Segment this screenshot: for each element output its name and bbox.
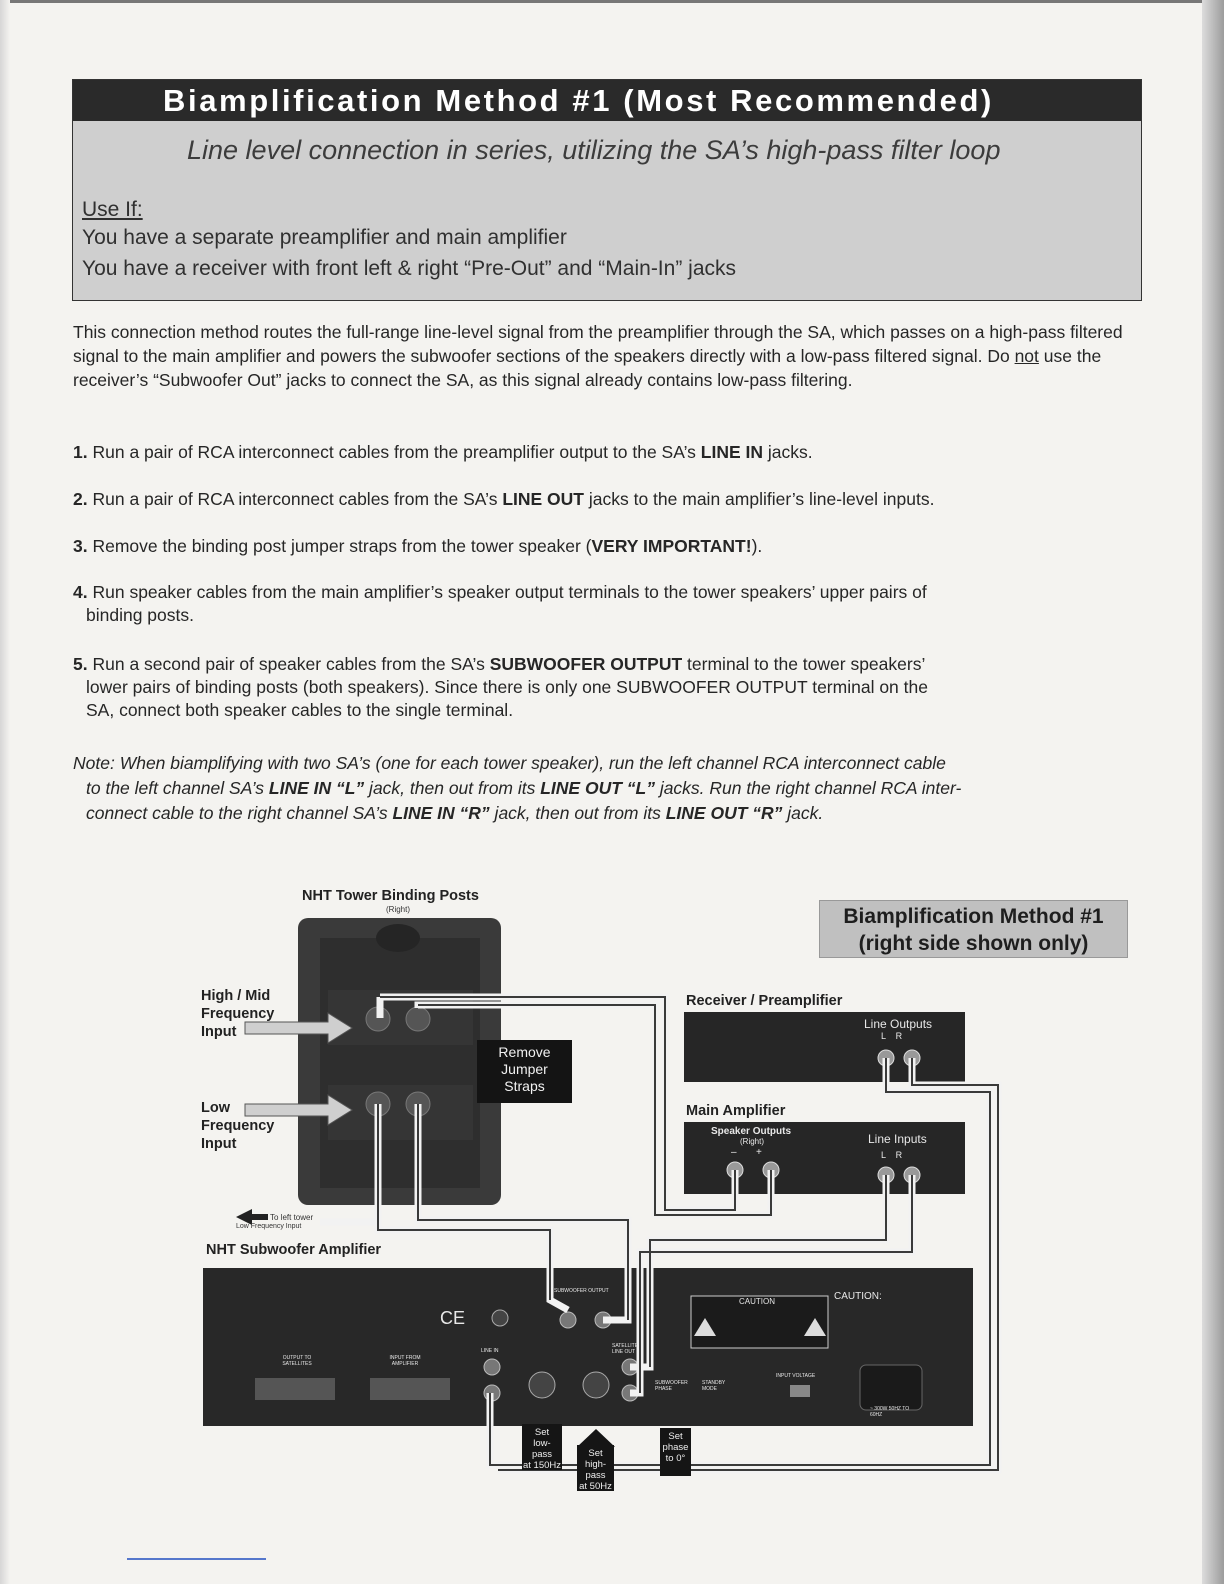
step-text: Remove the binding post jumper straps from the tower speaker ( bbox=[92, 536, 592, 556]
receiver-label: Receiver / Preamplifier bbox=[686, 993, 843, 1009]
step-text: Run speaker cables from the main amplifier’s speaker output terminals to the tower speakers’ upper pairs of bbox=[92, 582, 927, 602]
intro-emphasis: not bbox=[1014, 346, 1039, 366]
use-if-item: You have a separate preamplifier and main amplifier bbox=[82, 226, 567, 249]
intro-text: This connection method routes the full-range line-level signal from the preamplifier through the SA, which passes on a high-pass filtered signal to the main amplifier and powers the subwoofer sections of the speakers directly with a low-pass filtered signal. Do bbox=[73, 322, 1123, 366]
note-text: jack, then out from its bbox=[364, 778, 541, 798]
note-bold: LINE OUT “L” bbox=[540, 778, 655, 798]
step-text: ). bbox=[751, 536, 763, 556]
tag-line: Set bbox=[668, 1431, 683, 1442]
panel-line-in: LINE IN bbox=[481, 1348, 499, 1354]
tag-line: Remove bbox=[498, 1044, 551, 1060]
upper-post-plus bbox=[406, 1007, 430, 1031]
to-left-tower-label: To left tower bbox=[270, 1213, 314, 1222]
tag-line: low- bbox=[533, 1438, 551, 1449]
lower-post-well bbox=[328, 1085, 473, 1140]
lr-label: L R bbox=[881, 1150, 903, 1160]
step-bold: LINE IN bbox=[700, 442, 763, 462]
step-bold: LINE OUT bbox=[502, 489, 584, 509]
note-bold: LINE IN “L” bbox=[268, 778, 365, 798]
tag-line: pass bbox=[585, 1470, 606, 1481]
tag-line: Straps bbox=[504, 1078, 545, 1094]
callout-line: Biamplification Method #1 bbox=[843, 905, 1104, 928]
panel-standby: STANDBY MODE bbox=[702, 1380, 726, 1392]
lr-label: L R bbox=[881, 1031, 903, 1041]
step-text: Run a second pair of speaker cables from the SA’s bbox=[92, 654, 490, 674]
note-text: jack. bbox=[782, 803, 824, 823]
amplifier-input-terminals bbox=[370, 1378, 450, 1400]
callout-line: (right side shown only) bbox=[858, 932, 1089, 955]
set-highpass-tag bbox=[577, 1445, 614, 1491]
panel-power-rating: ~ 300W 50HZ TO 60HZ bbox=[870, 1406, 910, 1418]
tower-subtitle: (Right) bbox=[386, 905, 411, 914]
tag-line: high- bbox=[584, 1459, 607, 1470]
step-text: jacks. bbox=[763, 442, 813, 462]
label-line: Frequency bbox=[201, 1118, 275, 1134]
highpass-knob bbox=[583, 1372, 609, 1398]
voltage-switch bbox=[790, 1385, 810, 1397]
tower-plate-inner bbox=[320, 938, 480, 1188]
low-freq-input-label: Low Frequency Input bbox=[236, 1223, 302, 1230]
step-text: Run a pair of RCA interconnect cables from the preamplifier output to the SA’s bbox=[92, 442, 701, 462]
panel-sat-line-out: SATELLITE LINE OUT bbox=[612, 1343, 639, 1355]
tag-line: phase bbox=[662, 1442, 689, 1453]
footer-rule bbox=[127, 1558, 266, 1560]
note-text: to the left channel SA’s bbox=[86, 778, 269, 798]
label-line: Input bbox=[201, 1136, 237, 1152]
note-line: Note: When biamplifying with two SA’s (one for each tower speaker), run the left channel RCA interconnect cable bbox=[73, 753, 946, 773]
speaker-outputs-label: Speaker Outputs bbox=[711, 1126, 792, 1137]
panel-input-voltage: INPUT VOLTAGE bbox=[776, 1373, 816, 1379]
use-if-label: Use If: bbox=[82, 198, 143, 221]
set-phase-tag bbox=[660, 1428, 691, 1476]
intro-text: use the receiver’s “Subwoofer Out” jacks to connect the SA, as this signal already contains low-pass filtering. bbox=[73, 346, 1102, 390]
panel-output-label: OUTPUT TO SATELLITES bbox=[282, 1355, 312, 1367]
note-text: connect cable to the right channel SA’s bbox=[86, 803, 393, 823]
tag-line: Set bbox=[588, 1448, 603, 1459]
tag-line: to 0° bbox=[665, 1453, 686, 1464]
note-text: jacks. Run the right channel RCA inter- bbox=[654, 778, 962, 798]
method-callout bbox=[819, 900, 1128, 958]
tag-line: at 50Hz bbox=[579, 1481, 612, 1492]
method-title: Biamplification Method #1 (Most Recommended) bbox=[73, 80, 1141, 121]
step-number: 3. bbox=[73, 536, 88, 556]
panel-input-label: INPUT FROM AMPLIFIER bbox=[389, 1355, 421, 1367]
panel-caution: CAUTION: bbox=[834, 1291, 882, 1302]
line-outputs-label: Line Outputs bbox=[864, 1017, 933, 1031]
label-line: High / Mid bbox=[201, 988, 271, 1004]
tag-line: Set bbox=[534, 1427, 550, 1438]
step-bold: VERY IMPORTANT! bbox=[591, 536, 752, 556]
method-subtitle: Line level connection in series, utilizing the SA’s high-pass filter loop bbox=[187, 135, 1001, 165]
power-led bbox=[492, 1310, 508, 1326]
ce-mark: CE bbox=[440, 1308, 466, 1328]
tag-line: Jumper bbox=[501, 1061, 548, 1077]
tag-line: pass bbox=[531, 1449, 553, 1460]
step-text: jacks to the main amplifier’s line-level inputs. bbox=[584, 489, 935, 509]
satellite-output-terminals bbox=[255, 1378, 335, 1400]
set-lowpass-tag bbox=[522, 1424, 562, 1470]
step-text: terminal to the tower speakers’ bbox=[682, 654, 926, 674]
step-number: 1. bbox=[73, 442, 88, 462]
panel-caution-box: CAUTION bbox=[739, 1297, 775, 1306]
speaker-polarity: – + bbox=[731, 1147, 762, 1158]
use-if-item: You have a receiver with front left & right “Pre-Out” and “Main-In” jacks bbox=[82, 257, 736, 280]
tower-title: NHT Tower Binding Posts bbox=[302, 888, 479, 904]
low-freq-label bbox=[201, 1099, 274, 1153]
step-number: 2. bbox=[73, 489, 88, 509]
panel-sub-out: SUBWOOFER OUTPUT bbox=[554, 1288, 609, 1294]
step-text: binding posts. bbox=[86, 605, 194, 625]
label-line: Low bbox=[201, 1100, 230, 1116]
tower-plate-notch bbox=[376, 924, 420, 952]
panel-sub-phase: SUBWOOFER PHASE bbox=[655, 1380, 688, 1392]
line-inputs-label: Line Inputs bbox=[868, 1132, 927, 1146]
sub-output-minus bbox=[560, 1312, 576, 1328]
note-bold: LINE OUT “R” bbox=[665, 803, 783, 823]
main-amp-label: Main Amplifier bbox=[686, 1103, 786, 1119]
note-bold: LINE IN “R” bbox=[392, 803, 490, 823]
power-inlet bbox=[860, 1365, 922, 1410]
sa-line-in-l bbox=[484, 1359, 500, 1375]
label-line: Input bbox=[201, 1024, 237, 1040]
remove-jumper-tag bbox=[477, 1040, 572, 1103]
step-bold: SUBWOOFER OUTPUT bbox=[489, 654, 683, 674]
step-text: Run a pair of RCA interconnect cables from the SA’s bbox=[92, 489, 503, 509]
tag-line: at 150Hz bbox=[522, 1460, 562, 1471]
label-line: Frequency bbox=[201, 1006, 275, 1022]
step-number: 5. bbox=[73, 654, 88, 674]
high-mid-label bbox=[201, 987, 274, 1041]
sub-amp-label: NHT Subwoofer Amplifier bbox=[206, 1242, 382, 1258]
lowpass-knob bbox=[529, 1372, 555, 1398]
speaker-outputs-sub: (Right) bbox=[740, 1137, 765, 1146]
note-text: jack, then out from its bbox=[489, 803, 666, 823]
step-text: lower pairs of binding posts (both speakers). Since there is only one SUBWOOFER OUTPUT terminal on the bbox=[86, 677, 928, 697]
step-number: 4. bbox=[73, 582, 88, 602]
step-text: SA, connect both speaker cables to the single terminal. bbox=[86, 700, 514, 720]
